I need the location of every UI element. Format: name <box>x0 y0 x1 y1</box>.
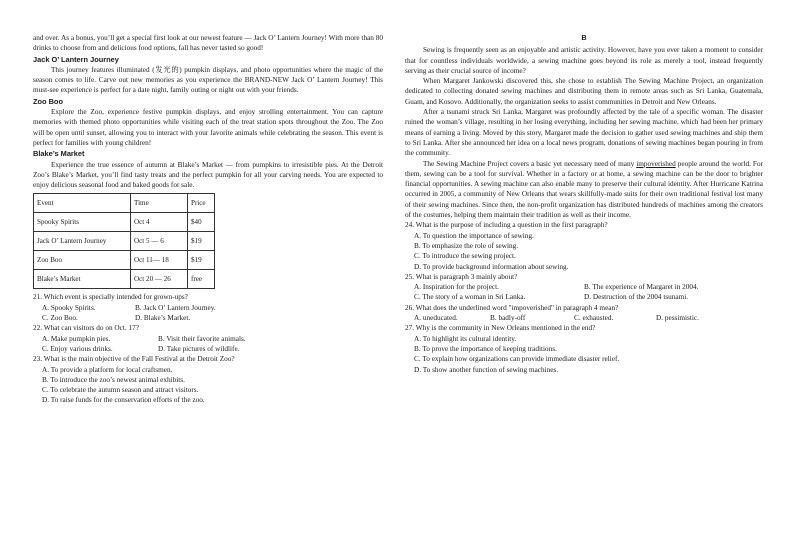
question-21-options-row-1 <box>33 303 383 313</box>
table-row <box>34 270 215 289</box>
option-c[interactable]: C. To introduce the sewing project. <box>414 252 516 261</box>
question-21: 21. Which event is specially intended for grown-ups? <box>33 293 188 302</box>
option-c[interactable]: C. To explain how organizations can provide immediate disaster relief. <box>414 355 620 364</box>
option-d[interactable]: D. Take pictures of wildlife. <box>158 344 240 353</box>
table-cell: free <box>188 270 215 289</box>
option-a[interactable]: A. To question the importance of sewing. <box>414 231 534 240</box>
right-column <box>405 33 763 375</box>
event-table <box>33 193 215 289</box>
section-title-zoo-boo: Zoo Boo <box>33 96 63 106</box>
passage-paragraph-4 <box>405 159 763 221</box>
section-body-zoo-boo: Explore the Zoo, experience festive pumpkin displays, and enjoy strolling entertainment. You can capture memories with themed photo opportunities while visiting each of the treat station spots throughout the Zoo. The Zoo will be open until sunset, allowing you to interact with your favorite animals while celebrating the season. This event is perfect for families with young children! <box>33 108 383 147</box>
question-22-options-row-1 <box>33 334 383 344</box>
question-26-options <box>405 313 763 323</box>
section-body-jack: This journey features illuminated (发光的) pumpkin displays, and photo opportunities where the magic of the season comes to life. Carve out new memories as you experience the BRAND-NEW Jack O’ Lantern Journey! This must-see experience is perfect for a date night, family outing or night out with your friends. <box>33 65 383 95</box>
question-25-options-row-1 <box>405 282 763 292</box>
table-header: Event <box>34 194 131 213</box>
question-22-options-row-2 <box>33 344 383 354</box>
question-21-options-row-2 <box>33 313 383 323</box>
question-27: 27. Why is the community in New Orleans mentioned in the end? <box>405 324 596 333</box>
table-header: Time <box>131 194 188 213</box>
table-row <box>34 251 215 270</box>
question-23: 23. What is the main objective of the Fall Festival at the Detroit Zoo? <box>33 355 235 364</box>
table-cell: Oct 5 — 6 <box>131 232 188 251</box>
section-title-blakes: Blake’s Market <box>33 149 85 159</box>
option-a[interactable]: A. Spooky Spirits. <box>42 303 96 312</box>
option-c[interactable]: C. The story of a woman in Sri Lanka. <box>414 293 526 302</box>
table-row <box>34 213 215 232</box>
option-a[interactable]: A. To provide a platform for local craftsmen. <box>42 365 173 374</box>
option-d[interactable]: D. Destruction of the 2004 tsunami. <box>584 293 689 302</box>
option-c[interactable]: C. Zoo Boo. <box>42 314 78 323</box>
option-d[interactable]: D. To provide background information about sewing. <box>414 262 569 271</box>
table-header-row <box>34 194 215 213</box>
option-b[interactable]: B. To introduce the zoo’s newest animal exhibits. <box>42 375 185 384</box>
table-cell: Zoo Boo <box>34 251 131 270</box>
passage-paragraph-1: Sewing is frequently seen as an enjoyable and artistic activity. However, have you ever taken a moment to consider that for countless individuals worldwide, a sewing machine goes beyond its role as merely a tool, instead frequently serving as their crucial source of income? <box>405 46 763 75</box>
option-a[interactable]: A. Make pumpkin pies. <box>42 334 111 343</box>
paragraph-4-rest: people around the world. For them, sewing can be a tool for survival. Whether in a factory or at home, a sewing machine can be the door to brighter financial opportunities. A sewing machine can also enable many to preserve their cultural identity. After Hurricane Katrina occurred in 2005, a community of New Orleans that wears skillfully-made suits for their own traditional festival lost many of their sewing machines. Since then, the non-profit organization has distributed hundreds of machines among the creators of the costumes, helping them maintain their tradition as well as their income. <box>405 159 763 220</box>
table-cell: Oct 4 <box>131 213 188 232</box>
question-24: 24. What is the purpose of including a question in the first paragraph? <box>405 221 608 230</box>
option-b[interactable]: B. Visit their favorite animals. <box>158 334 246 343</box>
option-b[interactable]: B. To prove the importance of keeping traditions. <box>414 344 557 353</box>
section-title-jack: Jack O’ Lantern Journey <box>33 54 119 64</box>
table-header: Price <box>188 194 215 213</box>
option-c[interactable]: C. exhausted. <box>574 314 614 323</box>
option-d[interactable]: D. To raise funds for the conservation efforts of the zoo. <box>42 396 205 405</box>
question-25: 25. What is paragraph 3 mainly about? <box>405 272 518 281</box>
option-d[interactable]: D. Blake’s Market. <box>135 314 191 323</box>
option-d[interactable]: D. pessimistic. <box>656 314 699 323</box>
table-cell: Jack O’ Lantern Journey <box>34 232 131 251</box>
table-cell: Blake’s Market <box>34 270 131 289</box>
option-c[interactable]: C. Enjoy various drinks. <box>42 344 113 353</box>
intro-paragraph: and over. As a bonus, you’ll get a special first look at our newest feature — Jack O’ Lantern Journey! With more than 80 drinks to choose from and delicious food options, fall has never tasted so good! <box>33 34 383 53</box>
section-label-b: B <box>581 33 587 42</box>
table-cell: Spooky Spirits <box>34 213 131 232</box>
section-body-blakes: Experience the true essence of autumn at Blake’s Market — from pumpkins to irresistible pies. At the Detroit Zoo’s Blake’s Market, you’ll find tasty treats and the perfect pumpkin for all your carving needs. You are expected to enjoy delicious seasonal food and baked goods for sale. <box>33 160 383 190</box>
option-c[interactable]: C. To celebrate the autumn season and attract visitors. <box>42 386 199 395</box>
underlined-word: impoverished <box>636 159 676 168</box>
question-22: 22. What can visitors do on Oct. 17? <box>33 324 139 333</box>
question-26: 26. What does the underlined word "impoverished" in paragraph 4 mean? <box>405 303 619 312</box>
option-a[interactable]: A. To highlight its cultural identity. <box>414 334 517 343</box>
passage-paragraph-3: After a tsunami struck Sri Lanka, Margaret was profoundly affected by the tale of a specific woman. The disaster ruined the woman’s village, resulting in her losing everything, including her sewing machine, which had been her primary means of earning a living. Moved by this story, Margaret made the decision to gather used sewing machines and ship them to Sri Lanka. After she announced her idea on a local news program, donations of sewing machines began pouring in from the community. <box>405 108 763 158</box>
table-row <box>34 232 215 251</box>
table-cell: $40 <box>188 213 215 232</box>
paragraph-4-start: The Sewing Machine Project covers a basic yet necessary need of many <box>423 159 637 168</box>
table-cell: $19 <box>188 232 215 251</box>
table-cell: Oct 11— 18 <box>131 251 188 270</box>
table-cell: Oct 20 — 26 <box>131 270 188 289</box>
option-d[interactable]: D. To show another function of sewing machines. <box>414 365 559 374</box>
option-b[interactable]: B. To emphasize the role of sewing. <box>414 241 519 250</box>
table-cell: $19 <box>188 251 215 270</box>
question-25-options-row-2 <box>405 292 763 302</box>
option-b[interactable]: B. Jack O’ Lantern Journey. <box>135 303 216 312</box>
option-b[interactable]: B. badly-off <box>490 314 526 323</box>
passage-paragraph-2: When Margaret Jankowski discovered this, she chose to establish The Sewing Machine Project, an organization dedicated to collecting donated sewing machines and distributing them in remote areas such as Sri Lanka, Guatemala, Guam, and Kosovo. Additionally, the organization seeks to assist communities in Detroit and New Orleans. <box>405 77 763 106</box>
left-column <box>33 33 383 406</box>
option-a[interactable]: A. uneducated. <box>414 314 458 323</box>
option-a[interactable]: A. Inspiration for the project. <box>414 283 499 292</box>
option-b[interactable]: B. The experience of Margaret in 2004. <box>584 283 699 292</box>
